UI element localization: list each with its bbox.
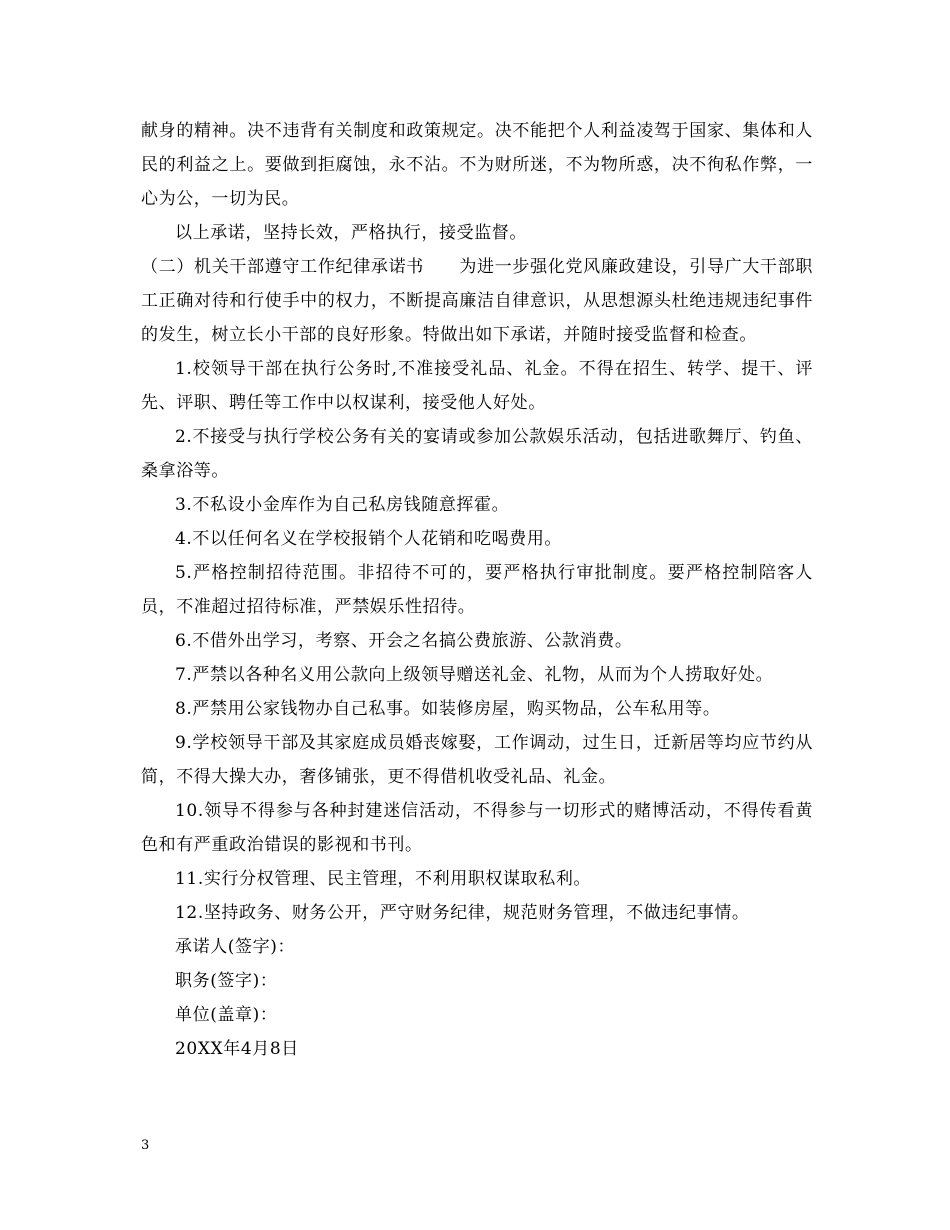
section-paragraph	[141, 250, 813, 352]
list-item: 6.不借外出学习，考察、开会之名搞公费旅游、公款消费。	[175, 631, 633, 651]
document-body	[141, 114, 813, 1066]
list-item: 1.校领导干部在执行公务时,不准接受礼品、礼金。不得在招生、转学、提干、评先、评职、聘任等工作中以权谋利，接受他人好处。	[141, 359, 813, 413]
list-item: 10.领导不得参与各种封建迷信活动，不得参与一切形式的赌博活动，不得传看黄色和有严重政治错误的影视和书刊。	[141, 801, 813, 855]
position-signature-line: 职务(签字)：	[175, 971, 278, 991]
list-item: 11.实行分权管理、民主管理，不利用职权谋取私利。	[175, 869, 592, 889]
page-number: 3	[141, 1138, 150, 1153]
list-item: 8.严禁用公家钱物办自己私事。如装修房屋，购买物品，公车私用等。	[175, 699, 721, 719]
list-item: 3.不私设小金库作为自己私房钱随意挥霍。	[175, 495, 510, 515]
section-heading: （二）机关干部遵守工作纪律承诺书	[141, 257, 424, 277]
list-item: 9.学校领导干部及其家庭成员婚丧嫁娶，工作调动，过生日，迁新居等均应节约从简，不得大操大办，奢侈铺张，更不得借机收受礼品、礼金。	[141, 733, 813, 787]
list-item: 5.严格控制招待范围。非招待不可的，要严格执行审批制度。要严格控制陪客人员，不准超过招待标准，严禁娱乐性招待。	[141, 563, 813, 617]
commitment-list	[141, 352, 813, 930]
closing-statement: 以上承诺，坚持长效，严格执行，接受监督。	[175, 223, 527, 243]
signature-block	[141, 930, 813, 1066]
promiser-signature-line: 承诺人(签字)：	[175, 937, 296, 957]
date-line: 20XX年4月8日	[175, 1039, 299, 1059]
list-item: 4.不以任何名义在学校报销个人花销和吃喝费用。	[175, 529, 563, 549]
section-intro: 为进一步强化党风廉政建设，引导广大干部职工正确对待和行使手中的权力，不断提高廉洁自律意识，从思想源头杜绝违规违纪事件的发生，树立长小干部的良好形象。特做出如下承诺，并随时接受监督和检查。	[141, 257, 813, 345]
continuation-paragraph: 献身的精神。决不违背有关制度和政策规定。决不能把个人利益凌驾于国家、集体和人民的利益之上。要做到拒腐蚀，永不沾。不为财所迷，不为物所惑，决不徇私作弊，一心为公，一切为民。	[141, 121, 813, 209]
heading-gap	[424, 257, 459, 277]
unit-seal-line: 单位(盖章)：	[175, 1005, 278, 1025]
list-item: 7.严禁以各种名义用公款向上级领导赠送礼金、礼物，从而为个人捞取好处。	[175, 665, 774, 685]
list-item: 12.坚持政务、财务公开，严守财务纪律，规范财务管理，不做违纪事情。	[175, 903, 750, 923]
list-item: 2.不接受与执行学校公务有关的宴请或参加公款娱乐活动，包括进歌舞厅、钓鱼、桑拿浴等。	[141, 427, 813, 481]
